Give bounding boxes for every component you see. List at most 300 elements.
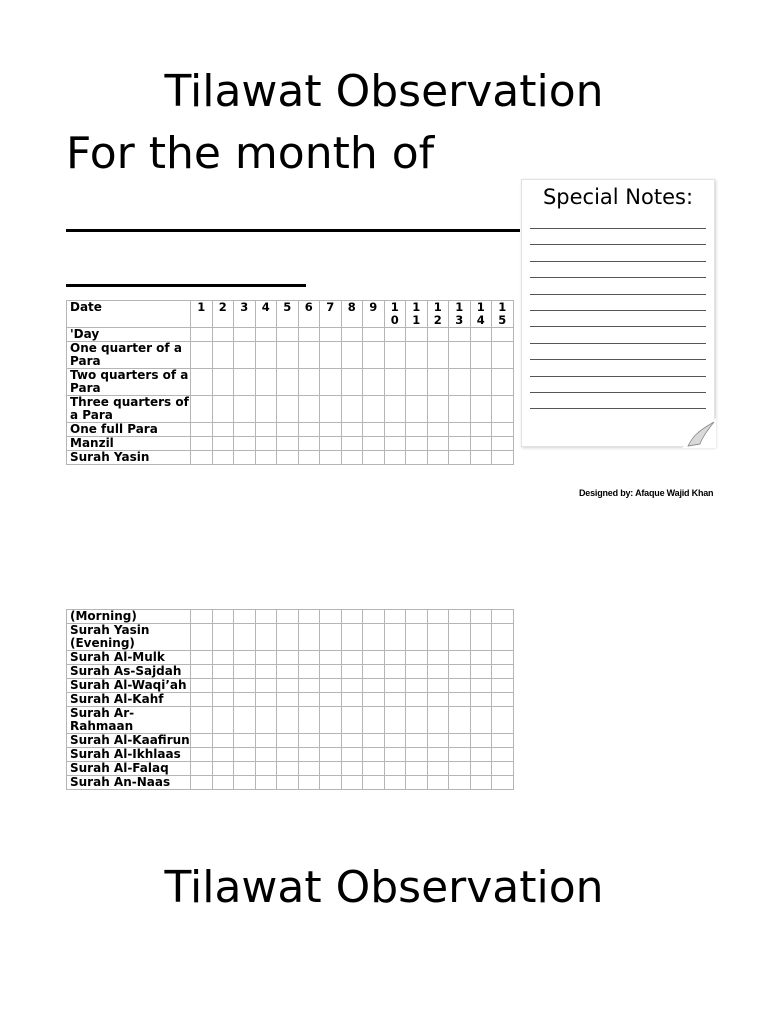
day-cell[interactable]	[298, 679, 320, 693]
day-cell[interactable]	[191, 707, 213, 734]
day-cell[interactable]	[191, 624, 213, 651]
day-cell[interactable]	[320, 437, 342, 451]
day-cell[interactable]	[234, 707, 256, 734]
day-cell[interactable]	[255, 328, 277, 342]
day-cell[interactable]	[384, 665, 406, 679]
row-label: Surah An-Naas	[67, 776, 191, 790]
day-cell[interactable]	[341, 328, 363, 342]
day-cell[interactable]	[406, 437, 428, 451]
day-cell[interactable]	[191, 679, 213, 693]
day-cell[interactable]	[492, 651, 514, 665]
day-cell[interactable]	[212, 624, 234, 651]
day-cell[interactable]	[363, 342, 385, 369]
day-cell[interactable]	[470, 423, 492, 437]
day-cell[interactable]	[212, 762, 234, 776]
day-cell[interactable]	[363, 423, 385, 437]
row-label: Three quarters of a Para	[67, 396, 191, 423]
day-cell[interactable]	[277, 610, 299, 624]
day-cell[interactable]	[470, 748, 492, 762]
day-cell[interactable]	[320, 693, 342, 707]
day-cell[interactable]	[191, 748, 213, 762]
tracking-row	[67, 610, 514, 624]
note-line[interactable]	[530, 408, 706, 409]
day-cell[interactable]	[191, 342, 213, 369]
note-line[interactable]	[530, 343, 706, 344]
row-label: Surah Al-Waqi’ah	[67, 679, 191, 693]
day-cell[interactable]	[449, 734, 471, 748]
day-cell[interactable]	[277, 624, 299, 651]
day-cell[interactable]	[449, 610, 471, 624]
day-cell[interactable]	[449, 693, 471, 707]
day-cell[interactable]	[363, 776, 385, 790]
date-label: Date	[67, 301, 191, 328]
day-cell[interactable]	[406, 610, 428, 624]
day-cell[interactable]	[234, 665, 256, 679]
day-cell[interactable]	[255, 707, 277, 734]
day-cell[interactable]	[449, 665, 471, 679]
day-cell[interactable]	[341, 423, 363, 437]
note-line[interactable]	[530, 277, 706, 278]
day-cell[interactable]	[341, 369, 363, 396]
day-cell[interactable]	[492, 707, 514, 734]
day-cell[interactable]	[277, 451, 299, 465]
tracking-row	[67, 665, 514, 679]
day-cell[interactable]	[449, 396, 471, 423]
day-cell[interactable]	[363, 651, 385, 665]
day-cell[interactable]	[341, 342, 363, 369]
day-cell[interactable]	[234, 396, 256, 423]
day-cell[interactable]	[212, 707, 234, 734]
day-cell[interactable]	[212, 328, 234, 342]
day-cell[interactable]	[363, 396, 385, 423]
day-cell[interactable]	[212, 748, 234, 762]
day-cell[interactable]	[320, 451, 342, 465]
day-cell[interactable]	[492, 369, 514, 396]
day-cell[interactable]	[212, 396, 234, 423]
day-cell[interactable]	[212, 423, 234, 437]
day-cell[interactable]	[255, 734, 277, 748]
day-cell[interactable]	[406, 451, 428, 465]
day-cell[interactable]	[384, 610, 406, 624]
day-cell[interactable]	[234, 369, 256, 396]
day-cell[interactable]	[191, 776, 213, 790]
day-cell[interactable]	[255, 342, 277, 369]
day-cell[interactable]	[427, 423, 449, 437]
row-label: Surah Yasin	[67, 451, 191, 465]
note-line[interactable]	[530, 359, 706, 360]
day-cell[interactable]	[384, 369, 406, 396]
day-cell[interactable]	[234, 328, 256, 342]
day-cell[interactable]	[320, 624, 342, 651]
day-cell[interactable]	[255, 665, 277, 679]
day-cell[interactable]	[277, 776, 299, 790]
day-cell[interactable]	[406, 369, 428, 396]
day-cell[interactable]	[320, 423, 342, 437]
day-cell[interactable]	[341, 396, 363, 423]
day-cell[interactable]	[492, 451, 514, 465]
day-cell[interactable]	[191, 651, 213, 665]
day-cell[interactable]	[298, 776, 320, 790]
day-cell[interactable]	[341, 665, 363, 679]
day-cell[interactable]	[427, 342, 449, 369]
day-cell[interactable]	[212, 610, 234, 624]
day-cell[interactable]	[427, 693, 449, 707]
day-cell[interactable]	[341, 762, 363, 776]
day-cell[interactable]	[406, 776, 428, 790]
day-cell[interactable]	[341, 651, 363, 665]
day-cell[interactable]	[427, 665, 449, 679]
day-cell[interactable]	[470, 679, 492, 693]
day-cell[interactable]	[363, 665, 385, 679]
day-cell[interactable]	[255, 451, 277, 465]
day-cell[interactable]	[470, 451, 492, 465]
day-cell[interactable]	[449, 369, 471, 396]
day-cell[interactable]	[363, 748, 385, 762]
note-line[interactable]	[530, 310, 706, 311]
note-line[interactable]	[530, 392, 706, 393]
day-cell[interactable]	[320, 610, 342, 624]
day-cell[interactable]	[492, 437, 514, 451]
day-cell[interactable]	[298, 342, 320, 369]
day-cell[interactable]	[384, 342, 406, 369]
day-cell[interactable]	[320, 707, 342, 734]
day-cell[interactable]	[191, 734, 213, 748]
day-cell[interactable]	[470, 707, 492, 734]
day-cell[interactable]	[406, 693, 428, 707]
day-cell[interactable]	[212, 665, 234, 679]
day-cell[interactable]	[191, 437, 213, 451]
day-cell[interactable]	[427, 437, 449, 451]
day-cell[interactable]	[191, 328, 213, 342]
day-cell[interactable]	[341, 610, 363, 624]
day-cell[interactable]	[191, 665, 213, 679]
day-cell[interactable]	[298, 423, 320, 437]
day-cell[interactable]	[363, 734, 385, 748]
day-cell[interactable]	[320, 328, 342, 342]
day-cell[interactable]	[492, 748, 514, 762]
day-cell[interactable]	[470, 762, 492, 776]
day-cell[interactable]	[277, 734, 299, 748]
day-cell[interactable]	[341, 679, 363, 693]
day-cell[interactable]	[384, 328, 406, 342]
row-label: Surah Al-Mulk	[67, 651, 191, 665]
day-cell[interactable]	[384, 624, 406, 651]
day-cell[interactable]	[277, 423, 299, 437]
day-cell[interactable]	[427, 624, 449, 651]
day-cell[interactable]	[255, 748, 277, 762]
day-cell[interactable]	[449, 342, 471, 369]
day-cell[interactable]	[406, 762, 428, 776]
day-cell[interactable]	[427, 651, 449, 665]
day-cell[interactable]	[470, 396, 492, 423]
month-blank-line	[66, 229, 520, 232]
day-cell[interactable]	[427, 369, 449, 396]
day-cell[interactable]	[341, 776, 363, 790]
day-cell[interactable]	[470, 328, 492, 342]
day-cell[interactable]	[449, 624, 471, 651]
day-cell[interactable]	[341, 748, 363, 762]
day-cell[interactable]	[298, 610, 320, 624]
day-cell[interactable]	[406, 651, 428, 665]
day-cell[interactable]	[298, 693, 320, 707]
day-cell[interactable]	[320, 748, 342, 762]
day-cell[interactable]	[234, 342, 256, 369]
day-cell[interactable]	[384, 748, 406, 762]
day-cell[interactable]	[406, 342, 428, 369]
day-cell[interactable]	[470, 734, 492, 748]
day-cell[interactable]	[449, 679, 471, 693]
day-cell[interactable]	[449, 748, 471, 762]
day-cell[interactable]	[277, 665, 299, 679]
day-cell[interactable]	[234, 693, 256, 707]
day-cell[interactable]	[384, 423, 406, 437]
day-cell[interactable]	[384, 451, 406, 465]
day-cell[interactable]	[255, 776, 277, 790]
day-cell[interactable]	[449, 762, 471, 776]
day-cell[interactable]	[212, 651, 234, 665]
day-cell[interactable]	[277, 369, 299, 396]
day-cell[interactable]	[320, 369, 342, 396]
day-cell[interactable]	[384, 396, 406, 423]
day-cell[interactable]	[298, 748, 320, 762]
day-cell[interactable]	[277, 748, 299, 762]
day-cell[interactable]	[298, 651, 320, 665]
day-cell[interactable]	[341, 693, 363, 707]
day-cell[interactable]	[255, 679, 277, 693]
day-cell[interactable]	[406, 748, 428, 762]
day-cell[interactable]	[470, 624, 492, 651]
day-cell[interactable]	[406, 665, 428, 679]
day-cell[interactable]	[406, 679, 428, 693]
day-cell[interactable]	[255, 624, 277, 651]
day-cell[interactable]	[406, 624, 428, 651]
day-cell[interactable]	[298, 665, 320, 679]
day-cell[interactable]	[384, 651, 406, 665]
day-cell[interactable]	[427, 451, 449, 465]
day-cell[interactable]	[298, 762, 320, 776]
day-cell[interactable]	[384, 734, 406, 748]
day-cell[interactable]	[470, 342, 492, 369]
note-line[interactable]	[530, 244, 706, 245]
day-cell[interactable]	[470, 776, 492, 790]
day-cell[interactable]	[492, 396, 514, 423]
day-cell[interactable]	[320, 776, 342, 790]
day-cell[interactable]	[406, 423, 428, 437]
day-cell[interactable]	[191, 396, 213, 423]
day-cell[interactable]	[191, 610, 213, 624]
row-label: Surah Al-Kahf	[67, 693, 191, 707]
day-cell[interactable]	[470, 693, 492, 707]
day-cell[interactable]	[363, 707, 385, 734]
day-cell[interactable]	[212, 693, 234, 707]
day-cell[interactable]	[277, 342, 299, 369]
day-cell[interactable]	[277, 693, 299, 707]
day-cell[interactable]	[298, 369, 320, 396]
day-cell[interactable]	[298, 624, 320, 651]
day-cell[interactable]	[234, 679, 256, 693]
day-cell[interactable]	[234, 610, 256, 624]
day-cell[interactable]	[492, 624, 514, 651]
day-cell[interactable]	[363, 762, 385, 776]
day-cell[interactable]	[470, 610, 492, 624]
day-cell[interactable]	[449, 328, 471, 342]
day-cell[interactable]	[255, 610, 277, 624]
day-cell[interactable]	[363, 328, 385, 342]
day-cell[interactable]	[341, 437, 363, 451]
day-cell[interactable]	[427, 762, 449, 776]
day-cell[interactable]	[427, 610, 449, 624]
day-cell[interactable]	[277, 679, 299, 693]
day-cell[interactable]	[363, 624, 385, 651]
day-cell[interactable]	[449, 437, 471, 451]
day-cell[interactable]	[255, 693, 277, 707]
day-cell[interactable]	[427, 776, 449, 790]
note-line[interactable]	[530, 228, 706, 229]
day-cell[interactable]	[492, 423, 514, 437]
day-cell[interactable]	[492, 328, 514, 342]
day-cell[interactable]	[492, 776, 514, 790]
day-cell[interactable]	[298, 328, 320, 342]
day-cell[interactable]	[234, 748, 256, 762]
day-cell[interactable]	[492, 679, 514, 693]
day-cell[interactable]	[234, 776, 256, 790]
row-label: 'Day	[67, 328, 191, 342]
row-label: Surah Al-Kaafirun	[67, 734, 191, 748]
day-cell[interactable]	[363, 679, 385, 693]
day-cell[interactable]	[320, 679, 342, 693]
day-cell[interactable]	[449, 776, 471, 790]
day-cell[interactable]	[363, 451, 385, 465]
day-cell[interactable]	[277, 396, 299, 423]
day-cell[interactable]	[212, 437, 234, 451]
day-cell[interactable]	[384, 437, 406, 451]
day-cell[interactable]	[234, 762, 256, 776]
day-cell[interactable]	[298, 437, 320, 451]
day-cell[interactable]	[492, 762, 514, 776]
day-cell[interactable]	[427, 734, 449, 748]
day-cell[interactable]	[341, 624, 363, 651]
day-cell[interactable]	[234, 651, 256, 665]
day-cell[interactable]	[406, 396, 428, 423]
day-cell[interactable]	[277, 651, 299, 665]
tracking-row	[67, 707, 514, 734]
day-cell[interactable]	[470, 437, 492, 451]
note-line[interactable]	[530, 376, 706, 377]
day-cell[interactable]	[320, 665, 342, 679]
day-header: 1 1	[406, 301, 428, 328]
day-cell[interactable]	[492, 734, 514, 748]
day-cell[interactable]	[255, 423, 277, 437]
day-cell[interactable]	[449, 651, 471, 665]
day-cell[interactable]	[212, 342, 234, 369]
day-cell[interactable]	[384, 679, 406, 693]
day-cell[interactable]	[212, 451, 234, 465]
day-cell[interactable]	[277, 437, 299, 451]
day-cell[interactable]	[449, 423, 471, 437]
day-cell[interactable]	[492, 342, 514, 369]
note-line[interactable]	[530, 294, 706, 295]
day-cell[interactable]	[363, 610, 385, 624]
day-cell[interactable]	[320, 734, 342, 748]
day-cell[interactable]	[341, 451, 363, 465]
day-cell[interactable]	[234, 423, 256, 437]
row-label: Surah Ar-Rahmaan	[67, 707, 191, 734]
day-cell[interactable]	[191, 762, 213, 776]
day-cell[interactable]	[492, 610, 514, 624]
day-cell[interactable]	[277, 762, 299, 776]
row-label: One full Para	[67, 423, 191, 437]
day-cell[interactable]	[191, 451, 213, 465]
day-cell[interactable]	[191, 369, 213, 396]
day-cell[interactable]	[298, 707, 320, 734]
note-line[interactable]	[530, 261, 706, 262]
day-cell[interactable]	[427, 396, 449, 423]
day-cell[interactable]	[341, 707, 363, 734]
day-cell[interactable]	[406, 734, 428, 748]
day-cell[interactable]	[384, 707, 406, 734]
day-cell[interactable]	[427, 679, 449, 693]
day-cell[interactable]	[320, 342, 342, 369]
tracking-row	[67, 437, 514, 451]
day-cell[interactable]	[363, 437, 385, 451]
day-cell[interactable]	[212, 734, 234, 748]
day-cell[interactable]	[492, 693, 514, 707]
day-cell[interactable]	[363, 369, 385, 396]
day-cell[interactable]	[384, 762, 406, 776]
day-cell[interactable]	[406, 328, 428, 342]
day-cell[interactable]	[277, 328, 299, 342]
day-cell[interactable]	[427, 328, 449, 342]
day-cell[interactable]	[427, 748, 449, 762]
day-cell[interactable]	[234, 451, 256, 465]
day-cell[interactable]	[298, 451, 320, 465]
day-cell[interactable]	[298, 734, 320, 748]
day-cell[interactable]	[470, 651, 492, 665]
day-cell[interactable]	[363, 693, 385, 707]
day-cell[interactable]	[298, 396, 320, 423]
day-cell[interactable]	[255, 437, 277, 451]
day-cell[interactable]	[320, 651, 342, 665]
day-cell[interactable]	[406, 707, 428, 734]
note-line[interactable]	[530, 326, 706, 327]
day-header: 3	[234, 301, 256, 328]
day-cell[interactable]	[191, 423, 213, 437]
day-cell[interactable]	[320, 396, 342, 423]
day-cell[interactable]	[384, 776, 406, 790]
day-cell[interactable]	[470, 369, 492, 396]
day-cell[interactable]	[449, 451, 471, 465]
day-cell[interactable]	[449, 707, 471, 734]
day-cell[interactable]	[384, 693, 406, 707]
day-cell[interactable]	[212, 369, 234, 396]
day-cell[interactable]	[255, 762, 277, 776]
day-cell[interactable]	[212, 776, 234, 790]
day-cell[interactable]	[234, 437, 256, 451]
day-cell[interactable]	[234, 734, 256, 748]
day-cell[interactable]	[255, 369, 277, 396]
day-cell[interactable]	[470, 665, 492, 679]
day-cell[interactable]	[212, 679, 234, 693]
day-cell[interactable]	[427, 707, 449, 734]
day-cell[interactable]	[492, 665, 514, 679]
day-cell[interactable]	[255, 651, 277, 665]
day-cell[interactable]	[277, 707, 299, 734]
day-cell[interactable]	[234, 624, 256, 651]
day-cell[interactable]	[320, 762, 342, 776]
day-cell[interactable]	[255, 396, 277, 423]
day-cell[interactable]	[191, 693, 213, 707]
day-cell[interactable]	[341, 734, 363, 748]
